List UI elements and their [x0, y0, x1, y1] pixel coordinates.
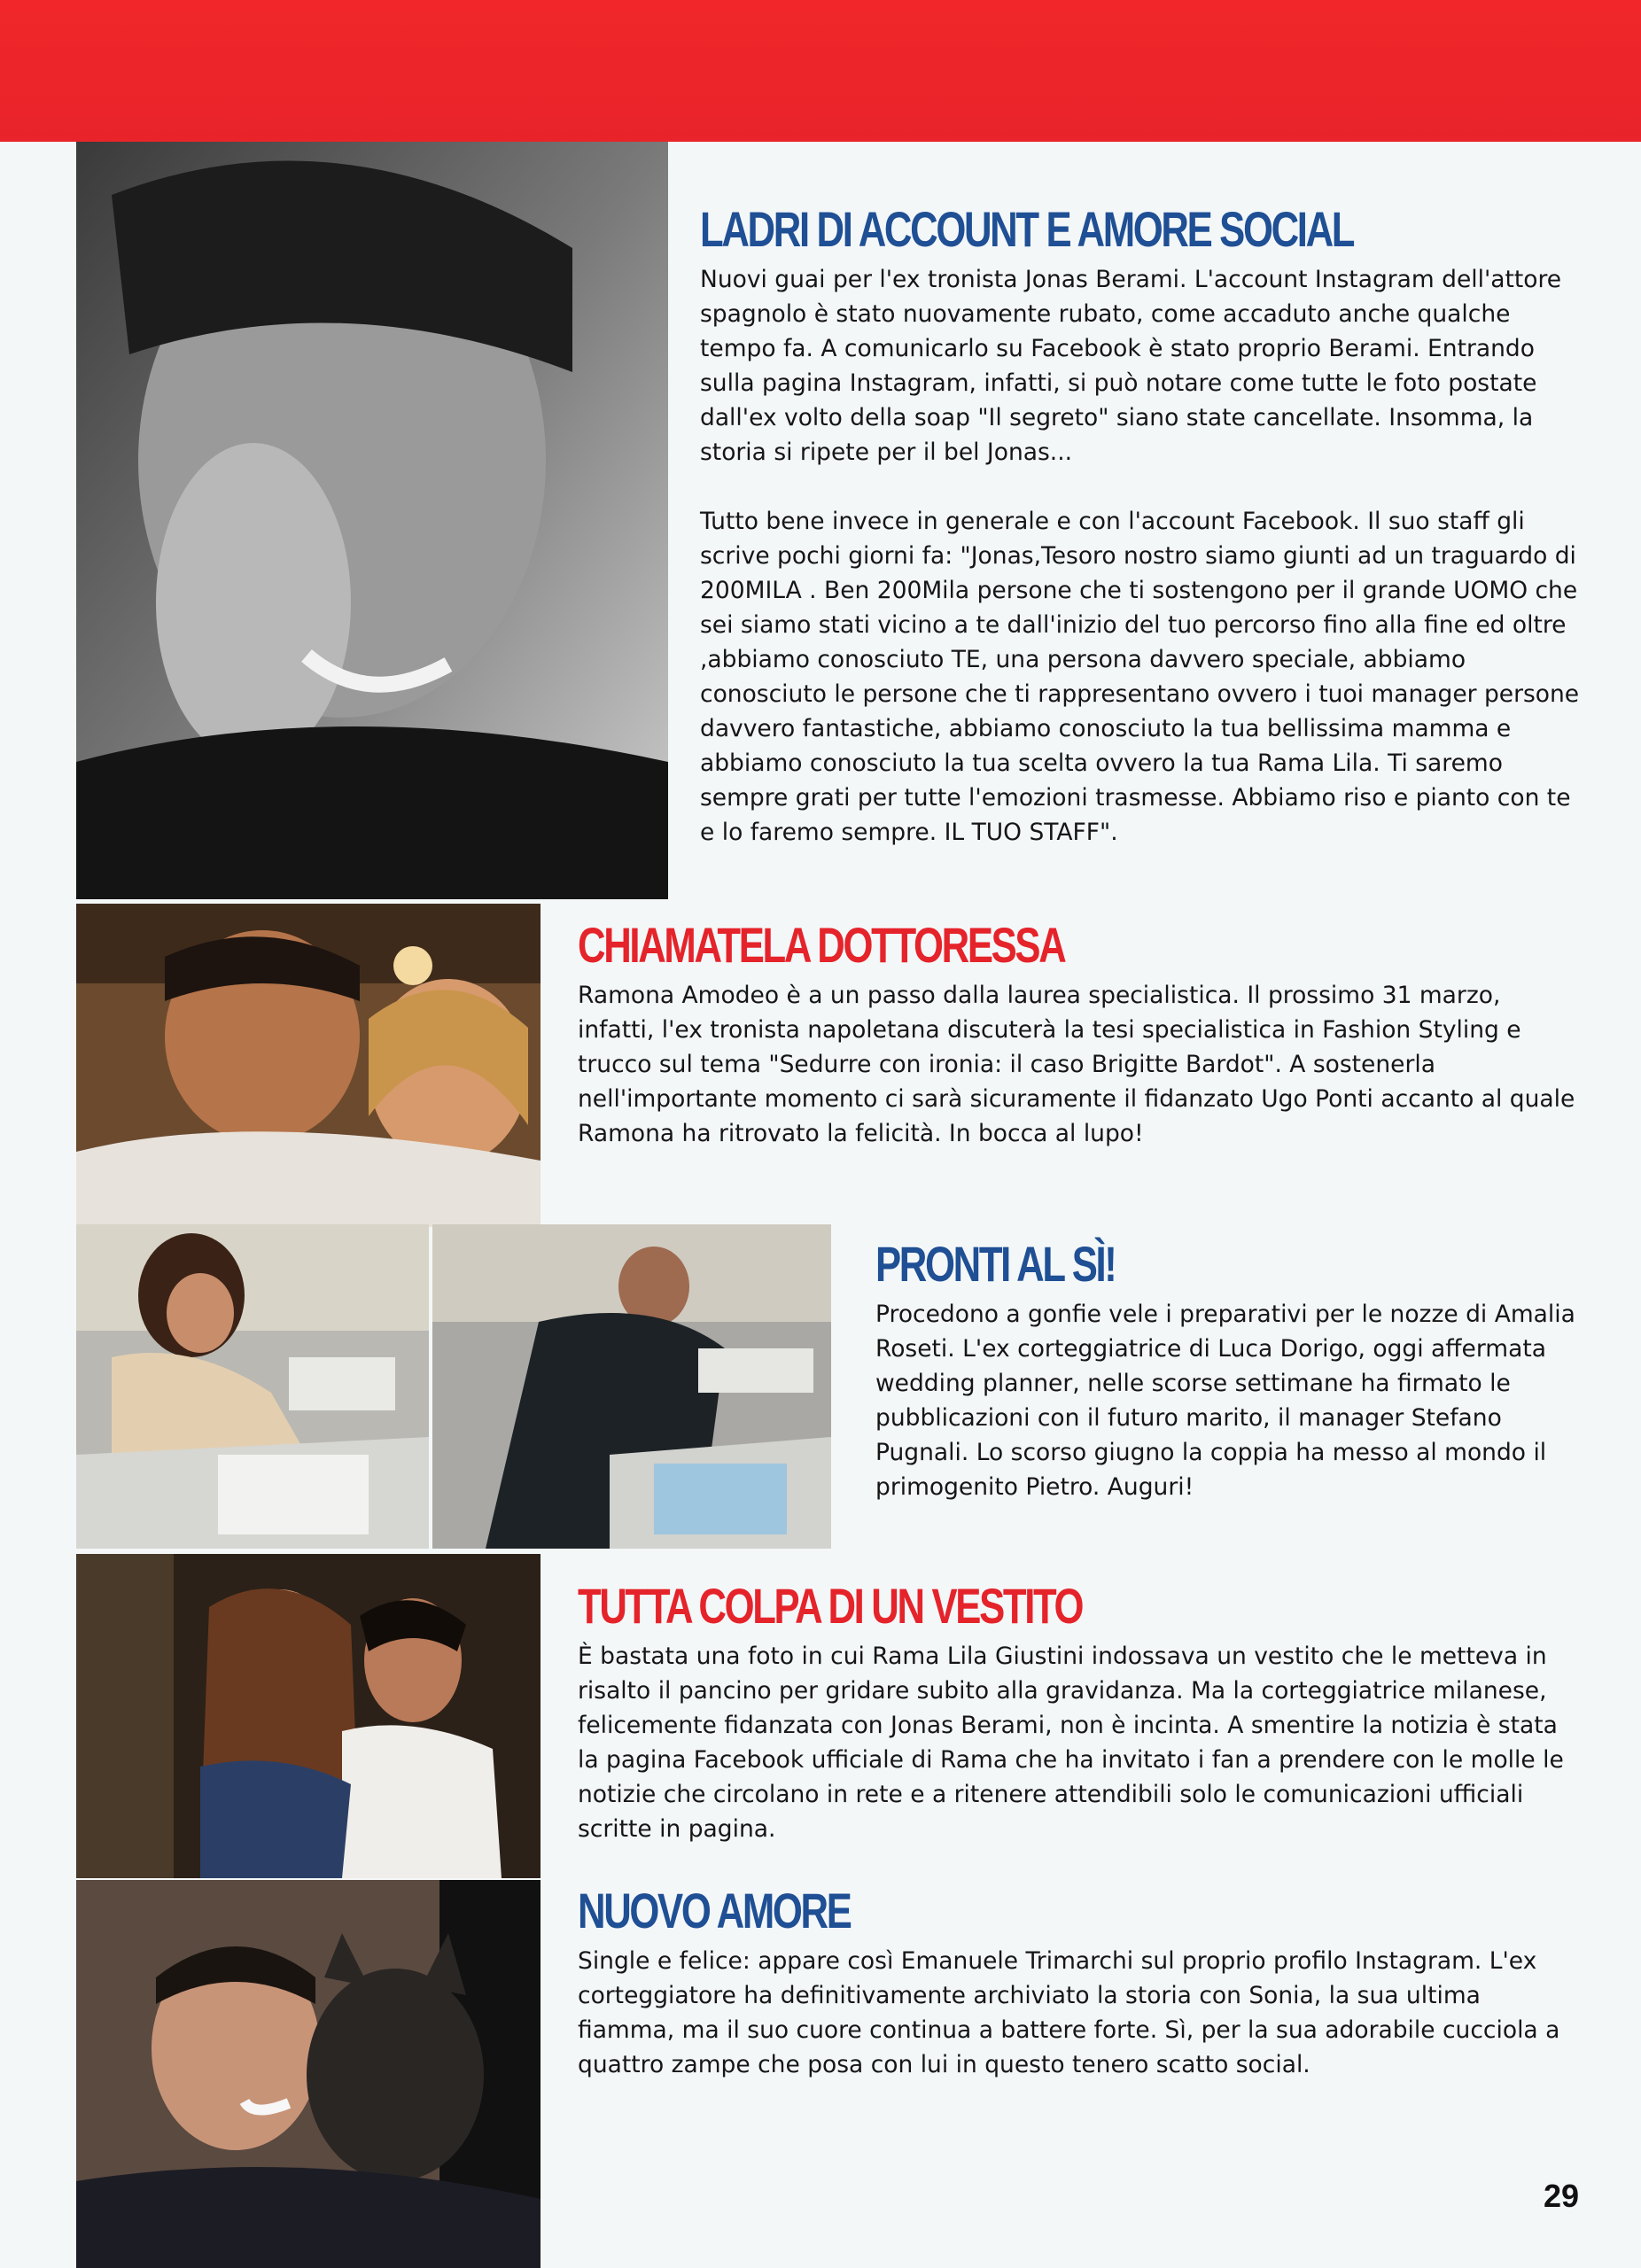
- article-paragraph: È bastata una foto in cui Rama Lila Giustini indossava un vestito che le metteva in risalto il pancino per gridare subito alla gravidanza. Ma la corteggiatrice milanese, felicemente fidanzata con Jonas Berami, non è incinta. A smentire la notizia è stata la pagina Facebook ufficiale di Rama che ha invitato i fan a prendere con le molle le notizie che circolano in rete e a ritenere attendibili solo le comunicazioni ufficiali scritte in pagina.: [578, 1643, 1564, 1843]
- article-paragraph: Procedono a gonfie vele i preparativi per le nozze di Amalia Roseti. L'ex corteggiatrice di Luca Dorigo, oggi affermata wedding planner, nelle scorse settimane ha firmato le pubblicazioni con il futuro marito, il manager Stefano Pugnali. Lo scorso giugno la coppia ha messo al mondo il primogenito Pietro. Auguri!: [875, 1301, 1575, 1501]
- headline: CHIAMATELA DOTTORESSA: [578, 917, 1065, 973]
- headline: TUTTA COLPA DI UN VESTITO: [578, 1578, 1083, 1634]
- article-nuovo-amore: [578, 1884, 1581, 2082]
- article-paragraph: Single e felice: appare così Emanuele Trimarchi sul proprio profilo Instagram. L'ex corteggiatore ha definitivamente archiviato la storia con Sonia, la sua ultima fiamma, ma il suo cuore continua a battere forte. Sì, per la sua adorabile cucciola a quattro zampe che posa con lui in questo tenero scatto social.: [578, 1947, 1560, 2078]
- headline: NUOVO AMORE: [578, 1883, 851, 1938]
- headline: PRONTI AL SÌ!: [875, 1236, 1116, 1292]
- photo-emanuele-trimarchi: [76, 1880, 541, 2268]
- photo-stefano-pugnali: [432, 1224, 831, 1549]
- article-pronti-al-si: [875, 1237, 1575, 1504]
- article-tutta-colpa-di-un-vestito: [578, 1579, 1581, 1846]
- page-number: 29: [1543, 2178, 1579, 2214]
- photo-jonas-berami: [76, 142, 668, 899]
- top-red-banner: [0, 0, 1641, 142]
- photo-rama-lila-giustini: [76, 1554, 541, 1878]
- article-ladri-di-account: [700, 202, 1586, 850]
- article-paragraph: Tutto bene invece in generale e con l'account Facebook. Il suo staff gli scrive pochi giorni fa: "Jonas,Tesoro nostro siamo giunti ad un traguardo di 200MILA . Ben 200Mila persone che ti sostengono per il grande UOMO che sei siamo stati vicino a te dall'inizio del tuo percorso fino alla fine ed oltre ,abbiamo conosciuto TE, una persona davvero speciale, abbiamo conosciuto le persone che ti rappresentano ovvero i tuoi manager persone davvero fantastiche, abbiamo conosciuto la tua bellissima mamma e abbiamo conosciuto la tua scelta ovvero la tua Rama Lila. Ti saremo sempre grati per tutte l'emozioni trasmesse. Abbiamo riso e pianto con te e lo faremo sempre. IL TUO STAFF".: [700, 508, 1580, 846]
- article-paragraph: Ramona Amodeo è a un passo dalla laurea specialistica. Il prossimo 31 marzo, infatti, l'ex tronista napoletana discuterà la tesi specialistica in Fashion Styling e trucco sul tema "Sedurre con ironia: il caso Brigitte Bardot". A sostenerla nell'importante momento ci sarà sicuramente il fidanzato Ugo Ponti accanto al quale Ramona ha ritrovato la felicità. In bocca al lupo!: [578, 982, 1575, 1147]
- photo-ramona-amodeo: [76, 904, 541, 1227]
- headline: LADRI DI ACCOUNT E AMORE SOCIAL: [700, 201, 1354, 257]
- article-paragraph: Nuovi guai per l'ex tronista Jonas Berami. L'account Instagram dell'attore spagnolo è stato nuovamente rubato, come accaduto anche qualche tempo fa. A comunicarlo su Facebook è stato proprio Berami. Entrando sulla pagina Instagram, infatti, si può notare come tutte le foto postate dall'ex volto della soap "Il segreto" siano state cancellate. Insomma, la storia si ripete per il bel Jonas...: [700, 266, 1562, 466]
- article-chiamatela-dottoressa: [578, 918, 1581, 1151]
- photo-amalia-roseti: [76, 1224, 429, 1549]
